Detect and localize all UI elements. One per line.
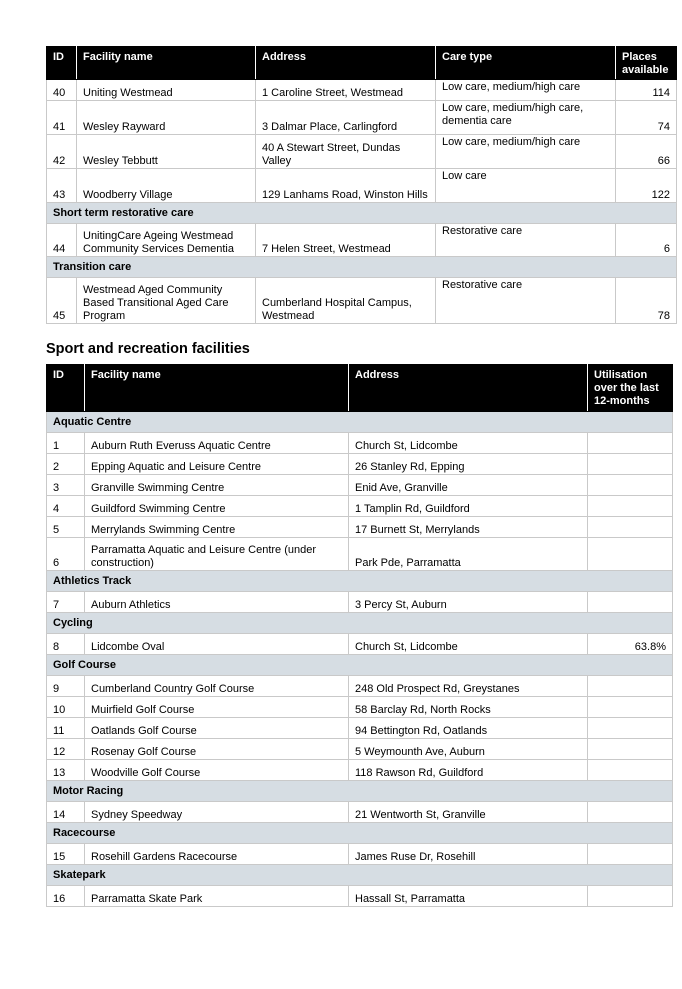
aged-care-table: [46, 46, 677, 324]
table-row: 41 Wesley Rayward 3 Dalmar Place, Carlingford Low care, medium/high care, dementia care 74: [47, 101, 677, 135]
section-row: [47, 203, 677, 224]
section-row: [47, 781, 673, 802]
table-row: 40 Uniting Westmead 1 Caroline Street, Westmead Low care, medium/high care 114: [47, 80, 677, 101]
table-row: 8 Lidcombe Oval Church St, Lidcombe 63.8%: [47, 634, 673, 655]
table-header-row: [47, 47, 677, 80]
header-facility-name: Facility name: [77, 47, 256, 80]
table-row: 5 Merrylands Swimming Centre 17 Burnett St, Merrylands: [47, 517, 673, 538]
table-row: 43 Woodberry Village 129 Lanhams Road, Winston Hills Low care 122: [47, 169, 677, 203]
section-title: Transition care: [47, 257, 677, 278]
table-row: 15 Rosehill Gardens Racecourse James Ruse Dr, Rosehill: [47, 844, 673, 865]
section-row: [47, 412, 673, 433]
table-row: 11 Oatlands Golf Course 94 Bettington Rd, Oatlands: [47, 718, 673, 739]
section-row: [47, 257, 677, 278]
section-row: [47, 865, 673, 886]
section-row: [47, 823, 673, 844]
table-row: 10 Muirfield Golf Course 58 Barclay Rd, North Rocks: [47, 697, 673, 718]
table-row: 45 Westmead Aged Community Based Transitional Aged Care Program Cumberland Hospital Campus, Westmead Restorative care 78: [47, 278, 677, 324]
header-id: ID: [47, 365, 85, 412]
section-title: Short term restorative care: [47, 203, 677, 224]
header-utilisation: Utilisation over the last 12-months: [588, 365, 673, 412]
section-title: Golf Course: [47, 655, 673, 676]
section-heading: Sport and recreation facilities: [46, 341, 250, 357]
section-title: Cycling: [47, 613, 673, 634]
table-row: 13 Woodville Golf Course 118 Rawson Rd, Guildford: [47, 760, 673, 781]
section-title: Aquatic Centre: [47, 412, 673, 433]
header-address: Address: [256, 47, 436, 80]
section-title: Racecourse: [47, 823, 673, 844]
header-address: Address: [349, 365, 588, 412]
table-row: 6 Parramatta Aquatic and Leisure Centre (under construction) Park Pde, Parramatta: [47, 538, 673, 571]
table-row: 9 Cumberland Country Golf Course 248 Old Prospect Rd, Greystanes: [47, 676, 673, 697]
section-title: Skatepark: [47, 865, 673, 886]
sport-recreation-table: [46, 364, 673, 907]
section-title: Athletics Track: [47, 571, 673, 592]
table-header-row: [47, 365, 673, 412]
table-row: 16 Parramatta Skate Park Hassall St, Parramatta: [47, 886, 673, 907]
table-row: 4 Guildford Swimming Centre 1 Tamplin Rd, Guildford: [47, 496, 673, 517]
table-row: 2 Epping Aquatic and Leisure Centre 26 Stanley Rd, Epping: [47, 454, 673, 475]
header-facility-name: Facility name: [85, 365, 349, 412]
table-row: 42 Wesley Tebbutt 40 A Stewart Street, Dundas Valley Low care, medium/high care 66: [47, 135, 677, 169]
header-care-type: Care type: [436, 47, 616, 80]
section-title: Motor Racing: [47, 781, 673, 802]
section-row: [47, 655, 673, 676]
table-row: 44 UnitingCare Ageing Westmead Community Services Dementia 7 Helen Street, Westmead Restorative care 6: [47, 224, 677, 257]
header-places-available: Places available: [616, 47, 677, 80]
table-row: 14 Sydney Speedway 21 Wentworth St, Granville: [47, 802, 673, 823]
table-row: 12 Rosenay Golf Course 5 Weymounth Ave, Auburn: [47, 739, 673, 760]
section-row: [47, 613, 673, 634]
section-row: [47, 571, 673, 592]
header-id: ID: [47, 47, 77, 80]
table-row: 3 Granville Swimming Centre Enid Ave, Granville: [47, 475, 673, 496]
table-row: 7 Auburn Athletics 3 Percy St, Auburn: [47, 592, 673, 613]
table-row: 1 Auburn Ruth Everuss Aquatic Centre Church St, Lidcombe: [47, 433, 673, 454]
